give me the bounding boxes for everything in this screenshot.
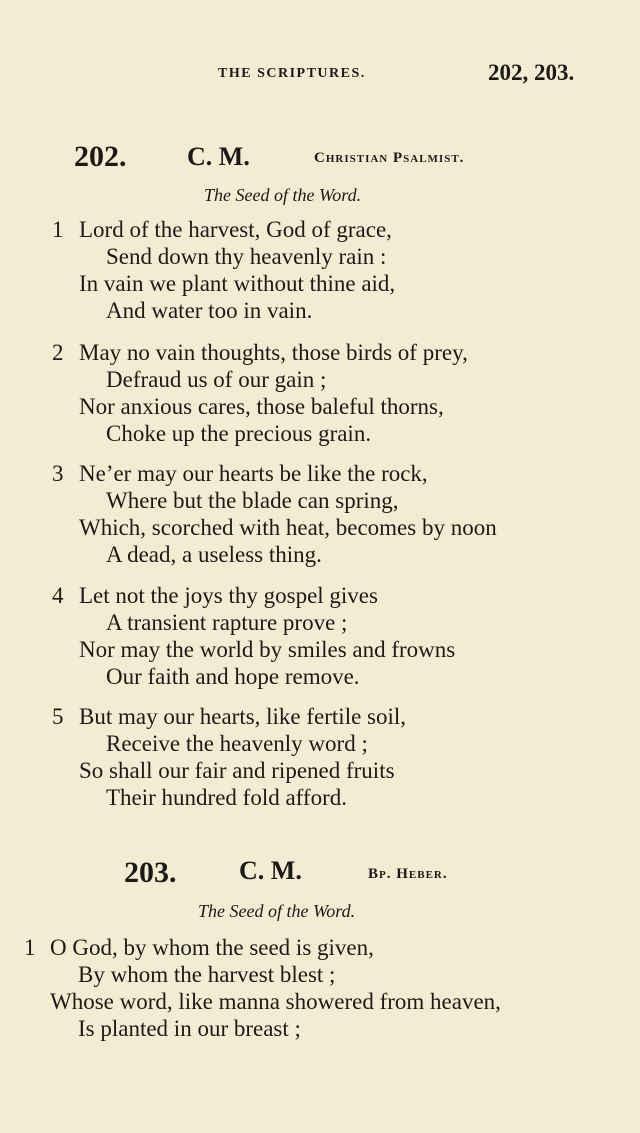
verse-line: Which, scorched with heat, becomes by noon [79, 515, 497, 540]
verse-line: Send down thy heavenly rain : [106, 244, 387, 269]
verse-number: 3 [52, 461, 64, 486]
verse-number: 5 [52, 704, 64, 729]
hymn-meter: C. M. [239, 856, 302, 885]
verse-line: Let not the joys thy gospel gives [79, 583, 378, 608]
verse-line: Where but the blade can spring, [106, 488, 399, 513]
verse-line: Choke up the precious grain. [106, 421, 372, 446]
hymn-author: Bp. Heber. [368, 866, 448, 882]
verse-number: 1 [52, 217, 64, 242]
page-header [0, 62, 640, 92]
hymn-number: 203. [124, 856, 177, 889]
page-numbers: 202, 203. [488, 60, 575, 85]
verse-number: 4 [52, 583, 64, 608]
hymn-heading [0, 856, 640, 892]
verse-line: Whose word, like manna showered from heaven, [50, 989, 501, 1014]
verse-line: Receive the heavenly word ; [106, 731, 368, 756]
verse-line: Nor anxious cares, those baleful thorns, [79, 394, 444, 419]
hymn-number: 202. [74, 140, 127, 173]
verse-line: Is planted in our breast ; [78, 1016, 301, 1041]
hymn-meter: C. M. [187, 142, 250, 171]
hymn-subtitle: The Seed of the Word. [198, 901, 356, 921]
verse-line: O God, by whom the seed is given, [50, 935, 374, 960]
verse-line: And water too in vain. [106, 298, 313, 323]
verse-line: Defraud us of our gain ; [106, 367, 327, 392]
verse-line: In vain we plant without thine aid, [79, 271, 396, 296]
verse-line: But may our hearts, like fertile soil, [79, 704, 407, 729]
verse-line: Their hundred fold afford. [106, 785, 347, 810]
verse-line: Nor may the world by smiles and frowns [79, 637, 456, 662]
verse-line: Our faith and hope remove. [106, 664, 360, 689]
verse-number: 1 [24, 935, 36, 960]
verse-line: Ne’er may our hearts be like the rock, [79, 461, 428, 486]
verse-line: A transient rapture prove ; [106, 610, 348, 635]
verse-line: May no vain thoughts, those birds of prey, [79, 340, 468, 365]
verse-number: 2 [52, 340, 64, 365]
hymn-author: Christian Psalmist. [314, 150, 465, 166]
hymn-subtitle: The Seed of the Word. [204, 185, 362, 205]
verse-line: So shall our fair and ripened fruits [79, 758, 395, 783]
verse-line: Lord of the harvest, God of grace, [79, 217, 392, 242]
verse-line: By whom the harvest blest ; [78, 962, 336, 987]
verse-line: A dead, a useless thing. [106, 542, 322, 567]
hymn-heading [0, 140, 640, 176]
running-title: THE SCRIPTURES. [218, 66, 366, 81]
